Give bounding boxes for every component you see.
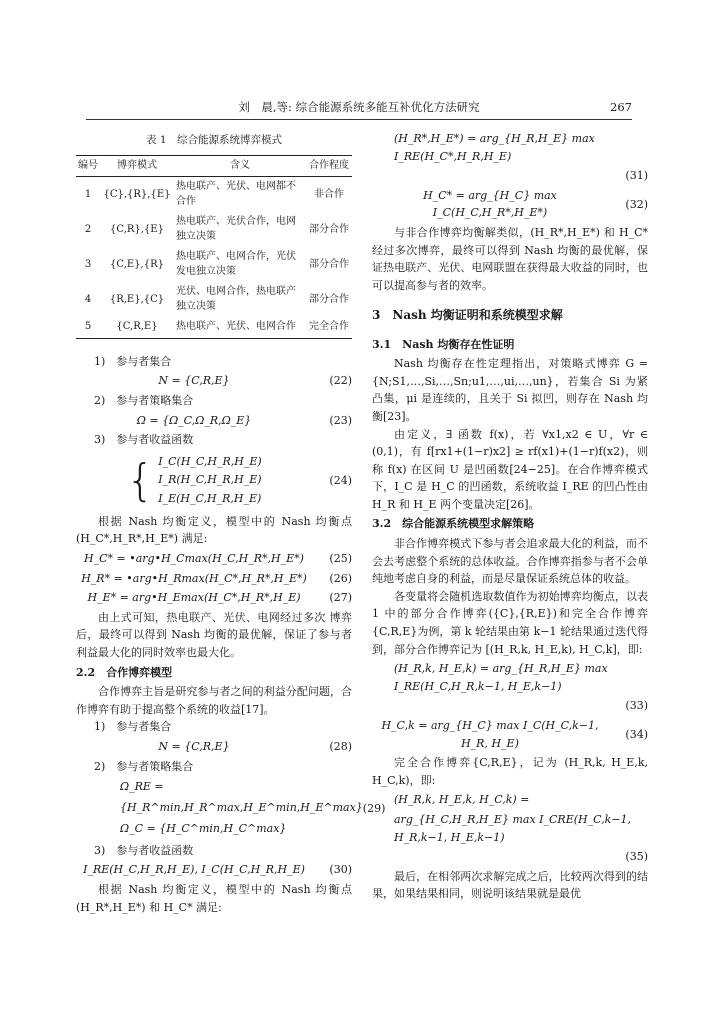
section-heading: 2.2 合作博弈模型	[76, 665, 173, 679]
equation-number: (31)	[625, 169, 648, 183]
equation-number: (23)	[329, 413, 352, 427]
th-cooperation: 合作程度	[309, 159, 349, 171]
cell-cooperation: 部分合作	[309, 293, 349, 305]
equation-number: (33)	[625, 699, 648, 713]
table-header-row	[76, 155, 352, 177]
game-mode-table	[76, 155, 352, 339]
equation-26	[76, 570, 352, 588]
equation-body: H_C* = arg_{H_C} max I_C(H_C,H_R*,H_E*)	[423, 188, 557, 220]
table-row	[76, 247, 352, 282]
equation-line: I_R(H_C,H_R,H_E)	[158, 473, 262, 487]
equation-24	[76, 453, 352, 509]
paragraph: 与非合作博弈均衡解类似，(H_R*,H_E*) 和 H_C* 经过多次博弈，最终可以得到 Nash 均衡的最优解，保证热电联产、光伏、电网联盟在获得最大收益的同时，也可以提高参与者的效率。	[372, 225, 648, 292]
equation-body: H_E* = arg•H_Emax(H_C*,H_R*,H_E)	[87, 591, 301, 605]
equation-number: (30)	[329, 863, 352, 877]
equation-number: (25)	[329, 552, 352, 566]
table-row	[76, 317, 352, 338]
right-column	[372, 128, 648, 903]
section-heading: 3.2 综合能源系统模型求解策略	[372, 517, 535, 531]
cell-meaning: 热电联产、光伏合作，电网独立决策	[176, 216, 296, 242]
left-column	[76, 128, 386, 916]
th-number: 编号	[78, 159, 98, 171]
paragraph: 各变量将会随机选取数值作为初始博弈均衡点，以表 1 中的部分合作博弈({C},{R,E})和完全合作博弈{C,R,E}为例，第 k 轮结果由第 k−1 轮结果通过迭代得到，部分合作博弈记为 [(H_R,k, H_E,k), H_C,k]，即:	[372, 589, 648, 656]
equation-25	[76, 550, 352, 568]
th-mode: 博弈模式	[117, 159, 157, 171]
equation-number: (34)	[625, 727, 648, 741]
section-heading: 3 Nash 均衡证明和系统模型求解	[372, 308, 563, 323]
table-caption: 表 1 综合能源系统博弈模式	[145, 134, 283, 146]
equation-29	[76, 777, 386, 840]
cell-cooperation: 部分合作	[309, 223, 349, 235]
cell-cooperation: 部分合作	[309, 258, 349, 270]
list-item: 3) 参与者收益函数	[94, 843, 194, 857]
equation-28	[76, 738, 352, 756]
equation-32	[372, 187, 648, 222]
equation-35-line2: arg_{H_C,H_R,H_E} max I_CRE(H_C,k−1, H_R,k−1, H_E,k−1)	[394, 812, 632, 844]
equation-body: Ω = {Ω_C,Ω_R,Ω_E}	[136, 413, 252, 427]
cell-cooperation: 非合作	[314, 188, 344, 200]
cell-number: 5	[84, 321, 92, 333]
equation-number: (29)	[362, 801, 386, 815]
paragraph: 根据 Nash 均衡定义，模型中的 Nash 均衡点 (H_C*,H_R*,H_E*) 满足:	[76, 514, 352, 546]
equation-31: (H_R*,H_E*) = arg_{H_R,H_E} max I_RE(H_C*,H_R,H_E)	[394, 132, 595, 163]
equation-33: (H_R,k, H_E,k) = arg_{H_R,H_E} max I_RE(H_C,H_R,k−1, H_E,k−1)	[394, 662, 608, 693]
list-item: 3) 参与者收益函数	[94, 433, 194, 447]
equation-line: Ω_RE = {H_R^min,H_R^max,H_E^min,H_E^max}	[120, 780, 363, 815]
paragraph: 由定义，∃ 函数 f(x)，若 ∀x1,x2 ∈ U，∀r ∈ (0,1)，有 f[rx1+(1−r)x2] ≥ rf(x1)+(1−r)f(x2)，则称 f(x) 在区间 U 是凹函数[24−25]。在合作博弈模式下，I_C 是 H_C 的凹函数，系统收益 I_RE 的凹凸性由 H_R 和 H_E 两个变量决定[26]。	[372, 427, 648, 511]
equation-number: (22)	[329, 374, 352, 388]
cell-mode: {C,R,E}	[116, 321, 158, 333]
equation-line: I_E(H_C,H_R,H_E)	[158, 492, 262, 506]
equation-27	[76, 589, 352, 607]
cell-number: 3	[84, 258, 92, 270]
equation-23	[76, 412, 352, 430]
cell-mode: {C,E},{R}	[110, 258, 164, 270]
equation-body: H_C* = •arg•H_Cmax(H_C,H_R*,H_E*)	[84, 552, 304, 566]
equation-number: (27)	[329, 591, 352, 605]
equation-number: (24)	[329, 474, 352, 487]
list-item: 1) 参与者集合	[94, 354, 172, 368]
header-rule	[86, 119, 632, 120]
cell-meaning: 光伏、电网合作，热电联产独立决策	[176, 286, 296, 312]
equation-number: (35)	[625, 850, 648, 864]
paragraph: 非合作博弈模式下参与者会追求最大化的利益，而不会去考虑整个系统的总体收益。合作博弈指参与者不会单纯地考虑自身的利益，而是尽量保证系统总体的收益。	[372, 537, 648, 586]
table-row	[76, 177, 352, 213]
equation-line: Ω_C = {H_C^min,H_C^max}	[120, 821, 287, 835]
left-brace-icon: {	[126, 454, 155, 506]
equation-body: N = {C,R,E}	[158, 374, 230, 388]
cell-number: 4	[84, 293, 92, 305]
paragraph: Nash 均衡存在性定理指出，对策略式博弈 G = {N;S1,…,Si,…,Sn;u1,…,ui,…,un}，若集合 Si 为紧凸集，μi 是连续的，且关于 Si 拟凹，则存在 Nash 均衡[23]。	[372, 357, 648, 423]
paragraph: 根据 Nash 均衡定义，模型中的 Nash 均衡点 (H_R*,H_E*) 和 H_C* 满足:	[76, 883, 352, 914]
paragraph: 完全合作博弈{C,R,E}，记为 (H_R,k, H_E,k, H_C,k)，即:	[372, 756, 648, 787]
cell-mode: {C},{R},{E}	[103, 188, 171, 200]
paragraph: 由上式可知，热电联产、光伏、电网经过多次 博弈后，最终可以得到 Nash 均衡的最优解，保证了参与者利益最大化的同时效率也最大化。	[76, 610, 352, 659]
cell-meaning: 热电联产、电网合作，光伏发电独立决策	[176, 251, 296, 277]
equation-line: I_C(H_C,H_R,H_E)	[158, 454, 262, 468]
equation-body: H_R* = •arg•H_Rmax(H_C*,H_R*,H_E*)	[81, 571, 307, 585]
running-header	[86, 98, 632, 116]
equation-30	[76, 861, 352, 879]
cell-cooperation: 完全合作	[309, 321, 349, 333]
equation-34	[372, 717, 648, 752]
cell-mode: {R,E},{C}	[109, 293, 165, 305]
cell-meaning: 热电联产、光伏、电网都不合作	[176, 181, 296, 207]
list-item: 1) 参与者集合	[94, 720, 172, 734]
table-row	[76, 282, 352, 317]
equation-number: (32)	[625, 197, 648, 211]
cell-number: 2	[84, 223, 92, 235]
equation-22	[76, 372, 352, 390]
section-heading: 3.1 Nash 均衡存在性证明	[372, 337, 515, 351]
equation-number: (28)	[329, 739, 352, 753]
list-item: 2) 参与者策略集合	[94, 759, 194, 773]
th-meaning: 含义	[230, 159, 250, 171]
equation-body: I_RE(H_C,H_R,H_E), I_C(H_C,H_R,H_E)	[83, 863, 305, 877]
paragraph: 最后，在相邻两次求解完成之后，比较两次得到的结果，如果结果相同，则说明该结果就是最优	[372, 869, 648, 901]
list-item: 2) 参与者策略集合	[94, 393, 194, 407]
cell-number: 1	[84, 188, 92, 200]
page-number: 267	[610, 100, 632, 114]
equation-35-line1: (H_R,k, H_E,k, H_C,k) =	[394, 793, 530, 807]
equation-body: N = {C,R,E}	[158, 739, 230, 753]
cell-meaning: 热电联产、光伏、电网合作	[176, 321, 296, 333]
cell-mode: {C,R},{E}	[110, 223, 164, 235]
equation-number: (26)	[329, 571, 352, 585]
header-title: 刘 晨,等: 综合能源系统多能互补优化方法研究	[238, 100, 480, 114]
equation-body: H_C,k = arg_{H_C} max I_C(H_C,k−1, H_R, H_E)	[381, 719, 599, 750]
paragraph: 合作博弈主旨是研究参与者之间的利益分配问题，合作博弈有助于提高整个系统的收益[17]。	[76, 685, 352, 716]
table-row	[76, 212, 352, 247]
